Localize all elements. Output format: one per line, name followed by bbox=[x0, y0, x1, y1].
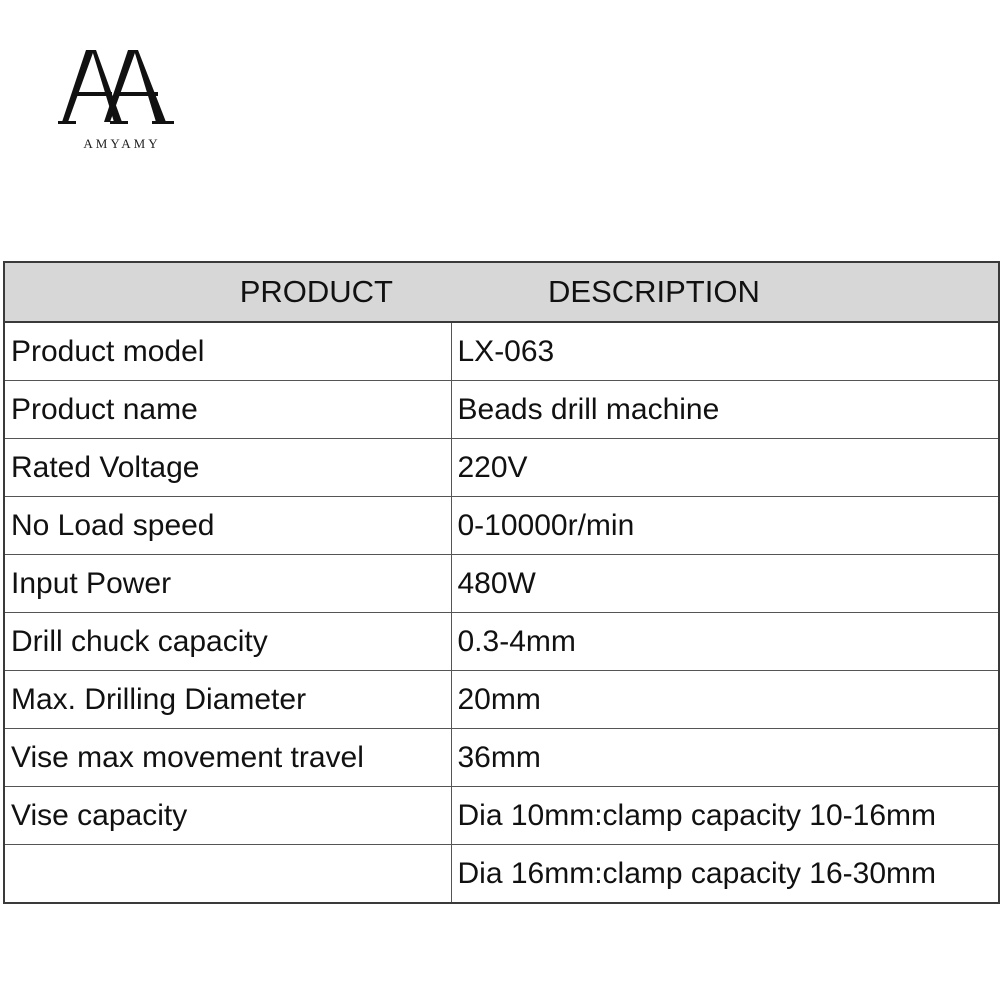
spec-label: Rated Voltage bbox=[4, 439, 451, 497]
header-description: DESCRIPTION bbox=[451, 262, 999, 322]
spec-label: Drill chuck capacity bbox=[4, 613, 451, 671]
table-row bbox=[4, 671, 999, 729]
spec-table bbox=[3, 261, 1000, 904]
table-row bbox=[4, 787, 999, 845]
table-row bbox=[4, 381, 999, 439]
spec-label bbox=[4, 845, 451, 904]
spec-value: Dia 10mm:clamp capacity 10-16mm bbox=[451, 787, 999, 845]
spec-value: Beads drill machine bbox=[451, 381, 999, 439]
spec-value: 36mm bbox=[451, 729, 999, 787]
double-a-monogram-icon bbox=[56, 44, 188, 128]
spec-label: Product model bbox=[4, 322, 451, 381]
spec-label: Input Power bbox=[4, 555, 451, 613]
table-row bbox=[4, 439, 999, 497]
table-row bbox=[4, 497, 999, 555]
spec-value: 20mm bbox=[451, 671, 999, 729]
spec-value: 0-10000r/min bbox=[451, 497, 999, 555]
header-product: PRODUCT bbox=[4, 262, 451, 322]
table-body bbox=[4, 322, 999, 903]
table-header-row bbox=[4, 262, 999, 322]
table-row bbox=[4, 845, 999, 904]
spec-value: Dia 16mm:clamp capacity 16-30mm bbox=[451, 845, 999, 904]
table-row bbox=[4, 555, 999, 613]
brand-logo bbox=[56, 44, 188, 156]
table-row bbox=[4, 613, 999, 671]
spec-label: Product name bbox=[4, 381, 451, 439]
table-header bbox=[4, 262, 999, 322]
spec-value: 220V bbox=[451, 439, 999, 497]
spec-label: No Load speed bbox=[4, 497, 451, 555]
spec-label: Vise capacity bbox=[4, 787, 451, 845]
spec-value: 480W bbox=[451, 555, 999, 613]
table-row bbox=[4, 729, 999, 787]
spec-label: Max. Drilling Diameter bbox=[4, 671, 451, 729]
brand-name: AMYAMY bbox=[83, 136, 161, 151]
spec-label: Vise max movement travel bbox=[4, 729, 451, 787]
spec-value: LX-063 bbox=[451, 322, 999, 381]
table-row bbox=[4, 322, 999, 381]
spec-value: 0.3-4mm bbox=[451, 613, 999, 671]
